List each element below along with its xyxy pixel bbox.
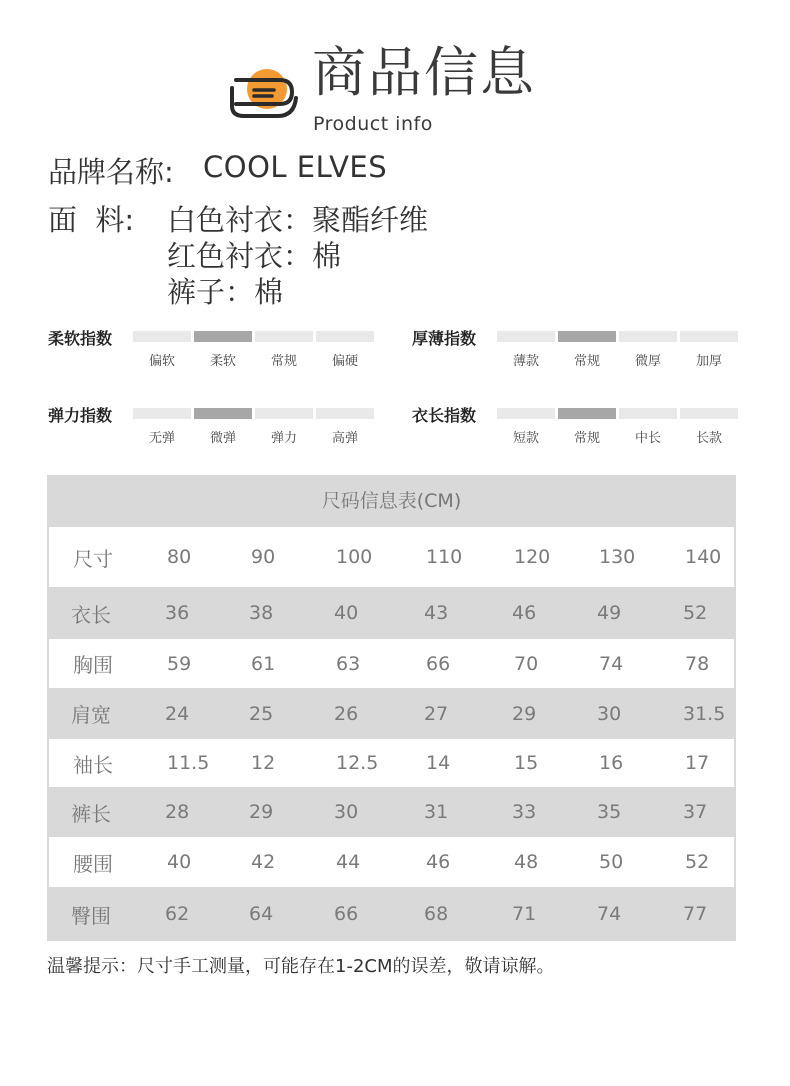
table-row <box>49 527 734 587</box>
scale-option: 薄款 <box>512 354 539 369</box>
table-cell: 38 <box>249 602 274 624</box>
scale-segment <box>316 331 374 342</box>
scale-option: 常规 <box>573 431 600 446</box>
table-cell: 62 <box>165 903 190 925</box>
index-scale <box>412 326 742 369</box>
scale-segment <box>619 408 677 419</box>
stacked-tray-icon <box>228 62 300 126</box>
table-cell: 17 <box>685 752 710 774</box>
scale-label: 衣长指数 <box>412 406 477 425</box>
table-cell: 42 <box>251 851 276 873</box>
table-cell: 90 <box>251 546 276 568</box>
table-cell: 46 <box>426 851 451 873</box>
scale-option: 高弹 <box>331 431 358 446</box>
header <box>0 0 790 140</box>
table-cell: 71 <box>512 903 537 925</box>
row-label: 袖长 <box>73 752 113 777</box>
table-cell: 52 <box>683 602 708 624</box>
row-label: 胸围 <box>73 653 113 677</box>
table-cell: 29 <box>249 801 274 823</box>
table-cell: 59 <box>167 652 192 675</box>
scale-option: 加厚 <box>695 354 722 369</box>
table-cell: 61 <box>251 652 276 675</box>
row-label: 裤长 <box>71 801 111 826</box>
table-cell: 26 <box>334 702 359 725</box>
scale-segment <box>255 331 313 342</box>
scale-option: 常规 <box>573 354 600 369</box>
table-cell: 77 <box>683 903 708 925</box>
table-cell: 80 <box>167 546 192 568</box>
table-cell: 120 <box>514 546 551 568</box>
table-cell: 12 <box>251 752 276 774</box>
index-scale <box>48 403 378 446</box>
row-label: 肩宽 <box>71 703 111 727</box>
brand-label: 品牌名称: <box>48 155 174 189</box>
table-cell: 74 <box>599 652 624 675</box>
scale-segment-selected <box>194 331 252 342</box>
index-scale <box>48 326 378 369</box>
fabric-line: 白色衬衣：聚酯纤维 <box>167 203 429 237</box>
table-cell: 140 <box>685 546 722 568</box>
scale-segment <box>680 331 738 342</box>
table-cell: 110 <box>426 546 463 568</box>
index-scale <box>412 403 742 446</box>
scale-label: 柔软指数 <box>48 329 113 348</box>
table-cell: 15 <box>514 752 539 774</box>
scale-option: 短款 <box>512 431 539 446</box>
scale-bar <box>497 408 739 446</box>
scale-bar <box>133 331 375 369</box>
table-cell: 70 <box>514 652 539 675</box>
fabric-line: 裤子：棉 <box>167 275 284 309</box>
table-cell: 35 <box>597 801 622 823</box>
scale-option: 弹力 <box>270 431 297 446</box>
table-cell: 43 <box>424 602 449 624</box>
scale-segment <box>497 331 555 342</box>
table-row <box>49 837 734 887</box>
scale-segment <box>255 408 313 419</box>
scale-option: 柔软 <box>209 354 236 369</box>
scale-option: 常规 <box>270 354 297 369</box>
scale-segment <box>133 408 191 419</box>
scale-option: 中长 <box>634 431 661 446</box>
page-title: 商品信息 <box>312 41 536 104</box>
scale-segment <box>619 331 677 342</box>
table-cell: 30 <box>334 801 359 823</box>
table-cell: 68 <box>424 903 449 925</box>
tip-note: 温馨提示：尺寸手工测量，可能存在1-2CM的误差，敬请谅解。 <box>47 956 555 977</box>
scale-segment <box>133 331 191 342</box>
table-title: 尺码信息表(CM) <box>321 490 462 512</box>
table-cell: 66 <box>426 652 451 675</box>
scale-option: 微厚 <box>634 354 661 369</box>
table-cell: 30 <box>597 702 622 725</box>
table-cell: 52 <box>685 851 710 873</box>
row-label: 衣长 <box>71 602 111 627</box>
brand-value: COOL ELVES <box>203 150 388 184</box>
table-cell: 36 <box>165 602 190 624</box>
scale-option: 长款 <box>695 431 722 446</box>
scale-bar <box>133 408 375 446</box>
table-row <box>47 688 736 739</box>
fabric-line: 红色衬衣：棉 <box>167 239 342 273</box>
scale-option: 无弹 <box>148 431 175 446</box>
table-cell: 29 <box>512 702 537 725</box>
table-row <box>49 639 734 688</box>
scale-segment <box>497 408 555 419</box>
table-row <box>47 887 736 941</box>
scale-label: 厚薄指数 <box>412 329 477 348</box>
table-cell: 16 <box>599 752 624 774</box>
table-cell: 40 <box>167 851 192 873</box>
table-cell: 31 <box>424 801 449 823</box>
table-cell: 31.5 <box>683 702 726 725</box>
scale-segment-selected <box>194 408 252 419</box>
table-row <box>47 587 736 639</box>
scale-bar <box>497 331 739 369</box>
table-cell: 78 <box>685 652 710 675</box>
table-cell: 28 <box>165 801 190 823</box>
table-cell: 24 <box>165 702 190 725</box>
table-cell: 11.5 <box>167 752 210 774</box>
fabric-label: 面 料: <box>48 203 135 237</box>
table-cell: 63 <box>336 652 361 675</box>
size-table <box>47 475 736 941</box>
row-label: 腰围 <box>73 851 113 876</box>
row-label: 臀围 <box>71 903 111 928</box>
table-cell: 37 <box>683 801 708 823</box>
table-cell: 130 <box>599 546 636 568</box>
table-cell: 74 <box>597 903 622 925</box>
table-cell: 64 <box>249 903 274 925</box>
table-cell: 12.5 <box>336 752 379 774</box>
table-cell: 27 <box>424 702 449 725</box>
scale-segment <box>316 408 374 419</box>
table-cell: 40 <box>334 602 359 624</box>
table-cell: 49 <box>597 602 622 624</box>
scale-option: 偏软 <box>148 354 175 369</box>
page-subtitle: Product info <box>313 113 433 135</box>
table-cell: 46 <box>512 602 537 624</box>
table-cell: 25 <box>249 702 274 725</box>
table-cell: 44 <box>336 851 361 873</box>
scale-segment-selected <box>558 331 616 342</box>
scale-segment-selected <box>558 408 616 419</box>
scale-segment <box>680 408 738 419</box>
scale-label: 弹力指数 <box>48 406 113 425</box>
table-row <box>47 787 736 837</box>
table-cell: 50 <box>599 851 624 873</box>
table-cell: 33 <box>512 801 537 823</box>
table-row <box>49 739 734 787</box>
table-cell: 66 <box>334 903 359 925</box>
scale-option: 微弹 <box>209 431 236 446</box>
scale-option: 偏硬 <box>331 354 358 369</box>
table-cell: 48 <box>514 851 539 873</box>
table-cell: 14 <box>426 752 451 774</box>
table-cell: 100 <box>336 546 373 568</box>
row-label: 尺寸 <box>73 546 113 571</box>
